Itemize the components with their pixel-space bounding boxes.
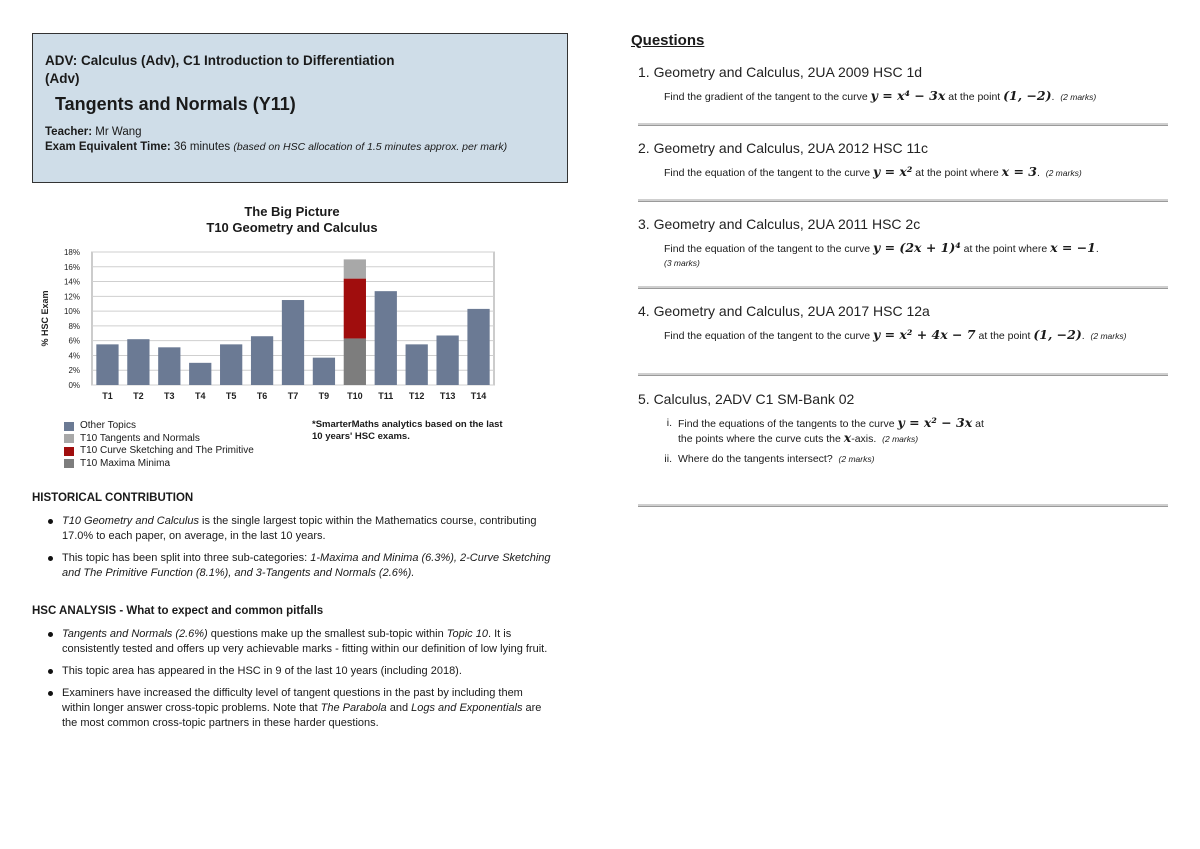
y-tick-label: 2%	[68, 366, 80, 376]
list-item	[32, 664, 552, 679]
math-expression: y = x⁴ − 3x	[870, 88, 946, 103]
y-tick-label: 8%	[68, 321, 80, 331]
question-text: Find the equation of the tangent to the curve	[664, 243, 873, 255]
teacher-name: Mr Wang	[95, 126, 142, 138]
question-3	[638, 215, 1168, 270]
bullet-text: are the most common cross-topic partners in these harder questions.	[62, 702, 542, 729]
bar-T9	[313, 358, 335, 385]
question-divider	[638, 123, 1168, 126]
x-tick-label: T5	[225, 391, 237, 401]
legend-item	[64, 458, 254, 471]
topic-bar-chart	[32, 240, 502, 412]
list-item	[32, 514, 552, 544]
question-body	[664, 165, 1168, 180]
legend-label: Other Topics	[80, 420, 136, 431]
bar-T12	[406, 344, 428, 385]
question-1	[638, 63, 1168, 104]
bar-T3	[158, 347, 180, 385]
question-5	[638, 390, 1168, 472]
x-tick-label: T13	[439, 391, 456, 401]
historical-heading: HISTORICAL CONTRIBUTION	[32, 492, 194, 504]
bar-T1	[96, 344, 118, 385]
marks-label: (2 marks)	[1045, 168, 1082, 178]
x-tick-label: T1	[102, 391, 113, 401]
sub-question-list	[650, 416, 1168, 466]
bullet-italic: Logs and Exponentials	[411, 702, 523, 714]
chart-title-line2: T10 Geometry and Calculus	[206, 220, 378, 235]
question-divider	[638, 373, 1168, 376]
question-text: .	[1037, 167, 1040, 179]
question-text: at the point	[975, 330, 1034, 342]
x-tick-label: T7	[287, 391, 299, 401]
legend-label: T10 Tangents and Normals	[80, 432, 200, 444]
question-title: 4. Geometry and Calculus, 2UA 2017 HSC 12a	[638, 303, 930, 319]
bar-T10	[344, 279, 366, 339]
topic-header-box	[32, 33, 568, 183]
questions-heading: Questions	[631, 32, 705, 49]
exam-time-note: (based on HSC allocation of 1.5 minutes approx. per mark)	[233, 141, 508, 153]
marks-label: (2 marks)	[1060, 92, 1097, 102]
math-expression: y = x² − 3x	[897, 415, 973, 430]
question-divider	[638, 504, 1168, 507]
analysis-list	[32, 627, 552, 738]
marks-label: (2 marks)	[1090, 331, 1127, 341]
x-tick-label: T9	[318, 391, 330, 401]
sub-question-ii	[650, 452, 1168, 466]
bullet-text: is the single largest topic within the Mathematics course, contributing 17.0% to each paper, on average, in the last 10 years.	[62, 515, 537, 542]
legend-swatch	[64, 447, 74, 456]
exam-time-value: 36 minutes	[173, 141, 231, 153]
question-2	[638, 139, 1168, 180]
bullet-text: This topic has been split into three sub-categories:	[62, 552, 311, 564]
question-title: 1. Geometry and Calculus, 2UA 2009 HSC 1d	[638, 64, 923, 80]
sub-question-number: i.	[666, 417, 672, 429]
y-tick-label: 6%	[68, 336, 80, 346]
teacher-line	[45, 125, 555, 140]
legend-item	[64, 445, 254, 458]
y-tick-label: 4%	[68, 351, 80, 361]
question-text: Where do the tangents intersect?	[678, 453, 833, 465]
sub-question-number: ii.	[664, 453, 672, 465]
topic-name: T10 Geometry and Calculus	[62, 515, 199, 527]
bar-T5	[220, 344, 242, 385]
bullet-text: and	[386, 702, 412, 714]
marks-label: (2 marks)	[838, 454, 875, 464]
y-tick-label: 10%	[63, 307, 80, 317]
math-expression: (1, −2)	[1003, 88, 1052, 103]
x-tick-label: T14	[470, 391, 487, 401]
question-text: .	[1095, 243, 1099, 255]
question-text: at the point	[945, 91, 1004, 103]
bar-T13	[436, 335, 458, 385]
teacher-label: Teacher:	[45, 126, 93, 138]
legend-swatch	[64, 422, 74, 431]
bullet-italic: Topic 10	[446, 628, 488, 640]
topic-title: Tangents and Normals (Y11)	[55, 94, 296, 114]
question-text: Find the equations of the tangents to the curve	[678, 418, 898, 430]
question-text: .	[1081, 330, 1085, 342]
question-text: .	[1051, 91, 1055, 103]
historical-list	[32, 514, 552, 588]
question-body	[664, 89, 1168, 104]
chart-legend	[64, 420, 254, 470]
question-text: at the point where	[912, 167, 1002, 179]
y-tick-label: 18%	[63, 248, 80, 257]
x-tick-label: T4	[194, 391, 206, 401]
y-tick-label: 12%	[63, 292, 80, 302]
question-title: 2. Geometry and Calculus, 2UA 2012 HSC 11c	[638, 140, 929, 156]
legend-label: T10 Curve Sketching and The Primitive	[80, 445, 254, 456]
question-body	[664, 328, 1164, 343]
question-text: at the points where the curve cuts the	[678, 418, 984, 445]
bar-T7	[282, 300, 304, 385]
chart-title	[32, 204, 552, 236]
sub-question-text	[678, 452, 874, 466]
marks-label: (2 marks)	[882, 434, 919, 444]
marks-label: (3 marks)	[664, 258, 700, 268]
legend-swatch	[64, 434, 74, 443]
bullet-text: Examiners have increased the difficulty level of tangent questions in the past by including them within longer answer cross-topic problems. Note that	[62, 687, 523, 714]
question-divider	[638, 199, 1168, 202]
y-tick-label: 0%	[68, 381, 80, 390]
math-expression: x	[843, 430, 852, 445]
question-text: Find the equation of the tangent to the curve	[664, 167, 873, 179]
question-text: at the point where	[960, 243, 1051, 255]
bar-T14	[467, 309, 489, 385]
math-expression: x = −1	[1050, 240, 1096, 255]
sub-question-i	[650, 416, 1168, 446]
math-expression: y = (2x + 1)⁴	[872, 240, 961, 255]
bar-T6	[251, 336, 273, 385]
exam-time-label: Exam Equivalent Time:	[45, 141, 171, 153]
sub-question-text	[678, 416, 988, 446]
question-body	[664, 241, 1164, 270]
legend-item	[64, 420, 254, 433]
x-tick-label: T6	[256, 391, 268, 401]
math-expression: x = 3	[1001, 164, 1037, 179]
list-item	[32, 627, 552, 657]
bullet-text: . It is consistently tested and offers up very achievable marks - fitting within our definition of low lying fruit.	[62, 628, 548, 655]
bar-T4	[189, 363, 211, 385]
question-title: 5. Calculus, 2ADV C1 SM-Bank 02	[638, 391, 855, 407]
subcategory-list: 1-Maxima and Minima (6.3%), 2-Curve Sketching and The Primitive Function (8.1%), and 3-Tangents and Normals (2.6%).	[62, 552, 551, 579]
bullet-text: This topic area has appeared in the HSC in 9 of the last 10 years (including 2018).	[62, 665, 462, 677]
bar-T11	[375, 291, 397, 385]
x-tick-label: T3	[164, 391, 175, 401]
x-tick-label: T12	[408, 391, 425, 401]
question-divider	[638, 286, 1168, 289]
question-4	[638, 302, 1168, 343]
course-title: ADV: Calculus (Adv), C1 Introduction to Differentiation (Adv)	[45, 53, 395, 86]
x-tick-label: T2	[133, 391, 144, 401]
y-axis-label: % HSC Exam	[40, 290, 50, 347]
y-tick-label: 16%	[63, 262, 80, 272]
math-expression: y = x² + 4x − 7	[872, 327, 976, 342]
legend-label: T10 Maxima Minima	[80, 457, 171, 469]
x-tick-label: T11	[378, 391, 394, 401]
legend-swatch	[64, 459, 74, 468]
question-title: 3. Geometry and Calculus, 2UA 2011 HSC 2c	[638, 216, 921, 232]
legend-item	[64, 433, 254, 446]
list-item	[32, 551, 552, 581]
question-text: Find the gradient of the tangent to the curve	[664, 91, 871, 103]
y-tick-label: 14%	[63, 277, 80, 287]
math-expression: (1, −2)	[1033, 327, 1082, 342]
exam-time-line	[45, 140, 555, 155]
bar-T2	[127, 339, 149, 385]
x-tick-label: T10	[347, 391, 363, 401]
bullet-italic: The Parabola	[320, 702, 387, 714]
chart-title-line1: The Big Picture	[244, 204, 340, 219]
chart-note: *SmarterMaths analytics based on the last 10 years' HSC exams.	[312, 419, 503, 442]
analysis-heading: HSC ANALYSIS - What to expect and common pitfalls	[32, 605, 324, 617]
question-text: Find the equation of the tangent to the curve	[664, 330, 873, 342]
bar-T10	[344, 259, 366, 278]
bar-T10	[344, 338, 366, 385]
bullet-italic: Tangents and Normals (2.6%)	[62, 628, 208, 640]
question-text: -axis.	[851, 433, 877, 445]
list-item	[32, 686, 552, 731]
bullet-text: questions make up the smallest sub-topic within	[207, 628, 447, 640]
math-expression: y = x²	[872, 164, 913, 179]
